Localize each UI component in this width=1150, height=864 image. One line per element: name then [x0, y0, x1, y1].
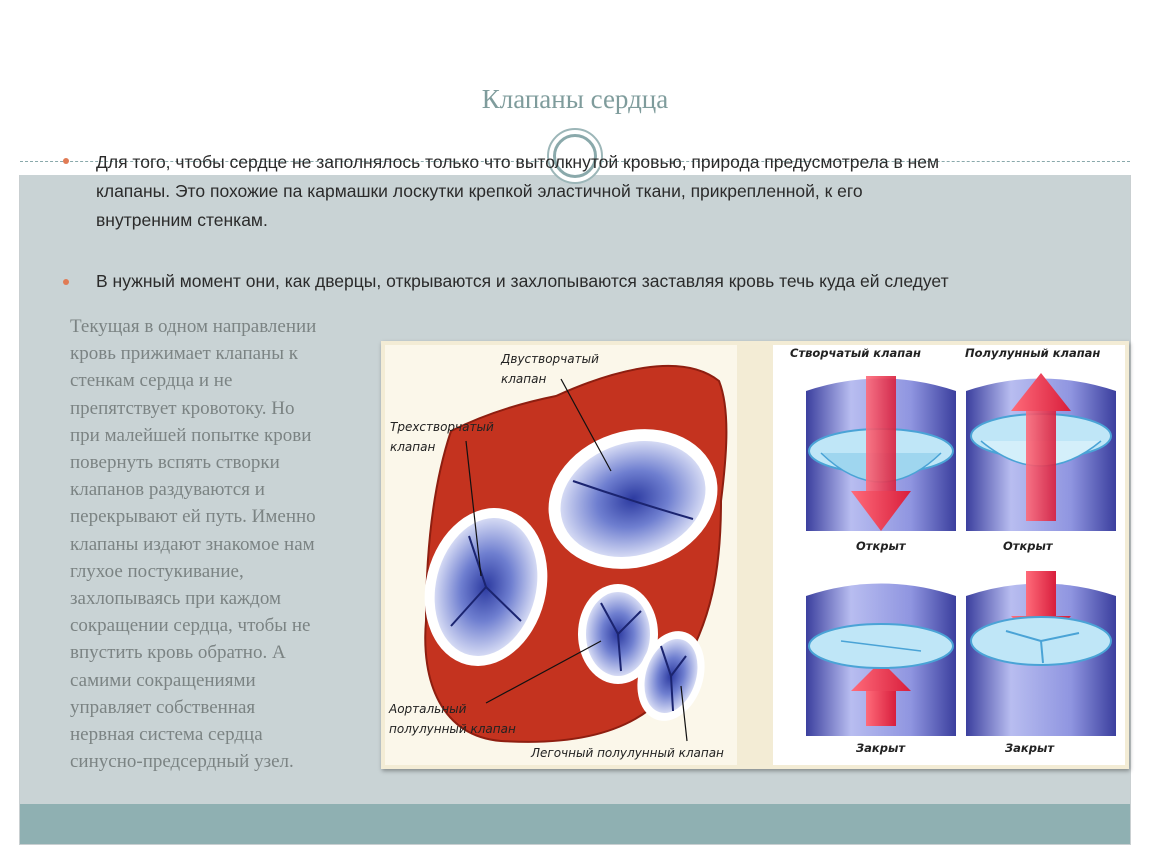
label-aortic	[389, 699, 516, 739]
side-line: захлопываясь при каждом	[70, 588, 282, 610]
bullet-2	[96, 267, 949, 296]
label-open-leaflet: Открыт	[856, 539, 906, 553]
bullet-2-line: В нужный момент они, как дверцы, открываются и захлопываются заставляя кровь течь куда ей следует	[96, 271, 949, 291]
side-description	[70, 313, 370, 775]
side-line: перекрывают ей путь. Именно	[70, 506, 316, 528]
side-line: глухое постукивание,	[70, 560, 244, 582]
label-line: Аортальный	[389, 702, 467, 716]
label-line: полулунный клапан	[389, 722, 516, 736]
side-line: управляет собственная	[70, 696, 256, 718]
side-line: синусно-предсердный узел.	[70, 751, 294, 773]
label-line: клапан	[501, 372, 547, 386]
side-line: стенкам сердца и не	[70, 370, 233, 392]
label-line: клапан	[390, 440, 436, 454]
slide-title: Клапаны сердца	[481, 84, 669, 114]
side-line: впустить кровь обратно. А	[70, 642, 286, 664]
leaflet-valve-closed	[806, 584, 956, 737]
bullet-1	[96, 148, 939, 235]
label-closed-leaflet: Закрыт	[856, 741, 906, 755]
label-bicuspid	[501, 349, 599, 389]
label-closed-semilunar: Закрыт	[1005, 741, 1055, 755]
bullet-1-line: Для того, чтобы сердце не заполнялось только что вытолкнутой кровью, природа предусмотрела в нем	[96, 152, 940, 172]
bullet-marker	[63, 158, 69, 164]
side-line: кровь прижимает клапаны к	[70, 343, 298, 365]
label-pulmonary: Легочный полулунный клапан	[531, 746, 724, 760]
leaflet-valve-open	[806, 376, 956, 531]
side-line: сокращении сердца, чтобы не	[70, 615, 311, 637]
semilunar-valve-closed	[966, 571, 1116, 736]
label-line: Трехстворчатый	[390, 420, 494, 434]
heart-valves-illustration	[381, 341, 1129, 769]
side-line: клапанов раздуваются и	[70, 479, 265, 501]
label-leaflet-valve: Створчатый клапан	[790, 346, 921, 360]
label-open-semilunar: Открыт	[1003, 539, 1053, 553]
bullet-1-line: клапаны. Это похожие па кармашки лоскутки крепкой эластичной ткани, прикрепленной, к его	[96, 181, 863, 201]
footer-band	[20, 804, 1130, 844]
bullet-1-line: внутренним стенкам.	[96, 210, 268, 230]
label-line: Двустворчатый	[501, 352, 599, 366]
side-line: Текущая в одном направлении	[70, 316, 317, 337]
label-semilunar-valve: Полулунный клапан	[965, 346, 1101, 360]
side-line: при малейшей попытке крови	[70, 424, 312, 446]
semilunar-valve-open	[966, 373, 1116, 531]
side-line: нервная система сердца	[70, 724, 263, 746]
label-tricuspid	[390, 417, 494, 457]
bullet-marker	[63, 279, 69, 285]
side-line: повернуть вспять створки	[70, 452, 280, 474]
side-line: самими сокращениями	[70, 669, 256, 691]
side-line: препятствует кровотоку. Но	[70, 397, 295, 419]
side-line: клапаны издают знакомое нам	[70, 533, 315, 555]
